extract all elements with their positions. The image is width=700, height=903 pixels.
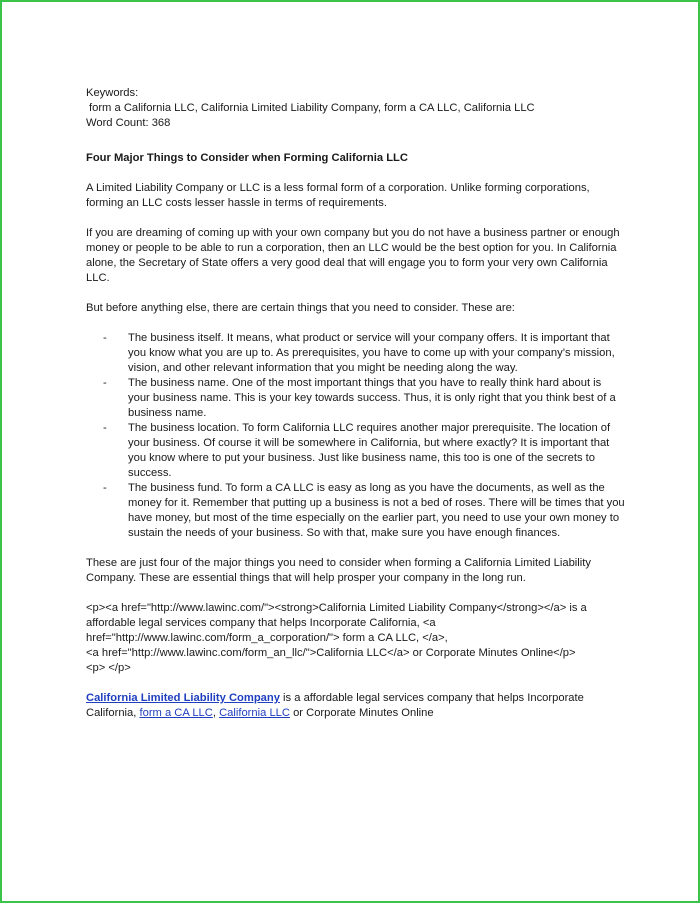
list-item-text: The business fund. To form a CA LLC is easy as long as you have the documents, as well as the money for it. Remember that putting up a business is not a bed of roses. There will be times that you have money, but most of the time especially on the earlier part, you need to use your own money to sustain the needs of your business. So with that, make sure you have enough finances. bbox=[128, 482, 625, 539]
paragraph-dreaming: If you are dreaming of coming up with your own company but you do not have a business partner or enough money or people to be able to run a corporation, then an LLC would be the best option for you. In California alone, the Secretary of State offers a very good deal that will engage you to form your very own California LLC. bbox=[86, 227, 620, 284]
list-dash: - bbox=[103, 332, 107, 344]
list-dash: - bbox=[103, 422, 107, 434]
list-dash: - bbox=[103, 377, 107, 389]
keywords-block bbox=[86, 86, 626, 131]
list-item-text: The business itself. It means, what product or service will your company offers. It is important that you know what you are up to. As prerequisites, you have to come up with your company’s mission, vision, and other relevant information that you might be needing along the way. bbox=[128, 332, 615, 374]
word-count: Word Count: 368 bbox=[86, 117, 171, 129]
list-dash: - bbox=[103, 482, 107, 494]
paragraph-intro: A Limited Liability Company or LLC is a less formal form of a corporation. Unlike forming corporations, forming an LLC costs lesser hassle in terms of requirements. bbox=[86, 182, 590, 209]
keywords-list: form a California LLC, California Limited Liability Company, form a CA LLC, California LLC bbox=[89, 102, 535, 114]
link-form-a-ca-llc[interactable]: form a CA LLC bbox=[139, 707, 213, 719]
html-snippet-line: <p> </p> bbox=[86, 662, 131, 674]
final-text-2: or Corporate Minutes Online bbox=[289, 707, 434, 719]
html-snippet-line: <p><a href="http://www.lawinc.com/"><strong>California Limited Liability Company</strong></a> is a affordable legal services company that helps Incorporate California, <a href="http://www.lawinc.com/form_a_corporation/"> form a CA LLC, </a>, bbox=[86, 602, 587, 644]
keywords-label: Keywords: bbox=[86, 87, 139, 99]
paragraph-final bbox=[86, 691, 626, 721]
list-item-text: The business name. One of the most important things that you have to really think hard about is your business name. This is your key towards success. Thus, it is only right that you think best of a business name. bbox=[128, 377, 616, 419]
html-snippet-line: <a href="http://www.lawinc.com/form_an_llc/">California LLC</a> or Corporate Minutes Online</p> bbox=[86, 647, 576, 659]
list-item bbox=[86, 481, 626, 541]
considerations-list bbox=[86, 331, 626, 541]
paragraph-consider: But before anything else, there are certain things that you need to consider. These are: bbox=[86, 302, 515, 314]
final-separator: , bbox=[212, 707, 220, 719]
link-california-llc[interactable]: California LLC bbox=[219, 707, 290, 719]
document-page bbox=[86, 86, 626, 721]
list-item bbox=[86, 376, 626, 421]
list-item bbox=[86, 331, 626, 376]
list-item bbox=[86, 421, 626, 481]
list-item-text: The business location. To form California LLC requires another major prerequisite. The location of your business. Of course it will be somewhere in California, but where exactly? It is important that you know where to put your business. Just like business name, this too is one of the secrets to success. bbox=[128, 422, 611, 479]
html-snippet bbox=[86, 601, 626, 676]
paragraph-closing: These are just four of the major things you need to consider when forming a California Limited Liability Company. These are essential things that will help prosper your company in the long run. bbox=[86, 557, 591, 584]
final-text-1: is a affordable legal services company that helps Incorporate California, bbox=[86, 692, 584, 719]
link-california-limited-liability-company[interactable]: California Limited Liability Company bbox=[86, 692, 280, 704]
article-title: Four Major Things to Consider when Forming California LLC bbox=[86, 152, 408, 164]
